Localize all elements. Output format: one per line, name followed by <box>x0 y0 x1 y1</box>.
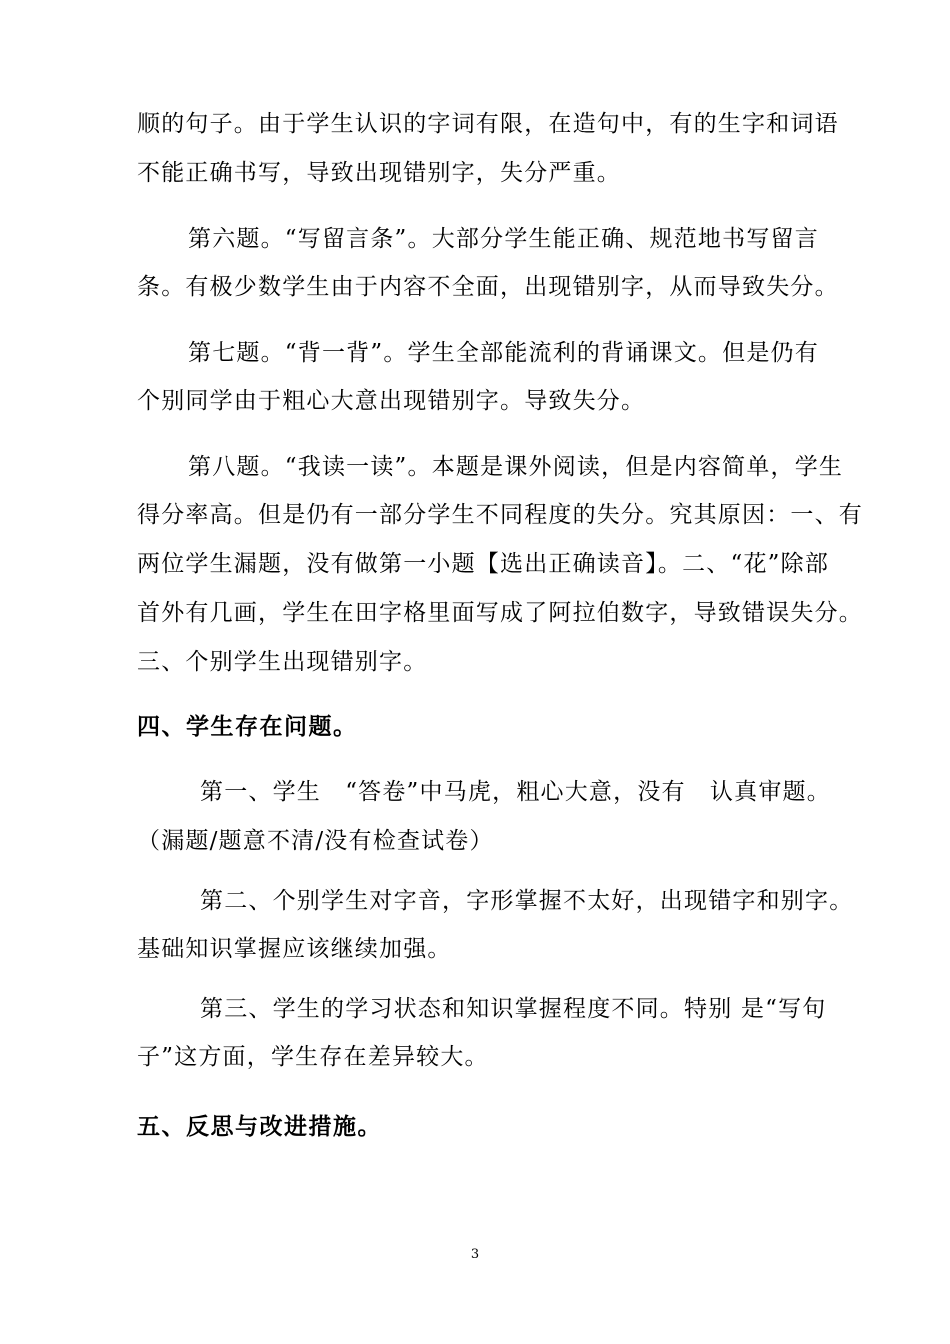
section-heading-5: 五、反思与改进措施。 <box>137 1113 382 1140</box>
page-number: 3 <box>470 1247 480 1262</box>
text-line: （漏题/题意不清/没有检查试卷） <box>137 828 494 854</box>
text-line: 第八题。“我读一读”。本题是课外阅读，但是内容简单，学生 <box>188 454 844 480</box>
text-line: 基础知识掌握应该继续加强。 <box>137 936 452 962</box>
text-line: 条。有极少数学生由于内容不全面，出现错别字，从而导致失分。 <box>137 274 839 300</box>
text-line: 首外有几画，学生在田字格里面写成了阿拉伯数字，导致错误失分。 <box>137 600 863 626</box>
text-line: 顺的句子。由于学生认识的字词有限，在造句中，有的生字和词语 <box>137 111 839 137</box>
text-line: 得分率高。但是仍有一部分学生不同程度的失分。究其原因：一、有 <box>137 502 863 528</box>
text-line: 两位学生漏题，没有做第一小题【选出正确读音】。二、“花”除部 <box>137 551 830 577</box>
text-line: 个别同学由于粗心大意出现错别字。导致失分。 <box>137 388 646 414</box>
text-line: 不能正确书写，导致出现错别字，失分严重。 <box>137 160 621 186</box>
text-line: 第七题。“背一背”。学生全部能流利的背诵课文。但是仍有 <box>188 340 819 366</box>
text-line: 第二、个别学生对字音，字形掌握不太好，出现错字和别字。 <box>200 888 854 914</box>
text-line: 第三、学生的学习状态和知识掌握程度不同。特别 是“写句 <box>200 996 827 1022</box>
text-line: 第六题。“写留言条”。大部分学生能正确、规范地书写留言 <box>188 226 819 252</box>
text-line: 第一、学生 “答卷”中马虎，粗心大意，没有 认真审题。 <box>200 779 831 805</box>
text-line: 三、个别学生出现错别字。 <box>137 649 428 675</box>
section-heading-4: 四、学生存在问题。 <box>137 713 358 740</box>
text-line: 子”这方面，学生存在差异较大。 <box>137 1044 489 1070</box>
